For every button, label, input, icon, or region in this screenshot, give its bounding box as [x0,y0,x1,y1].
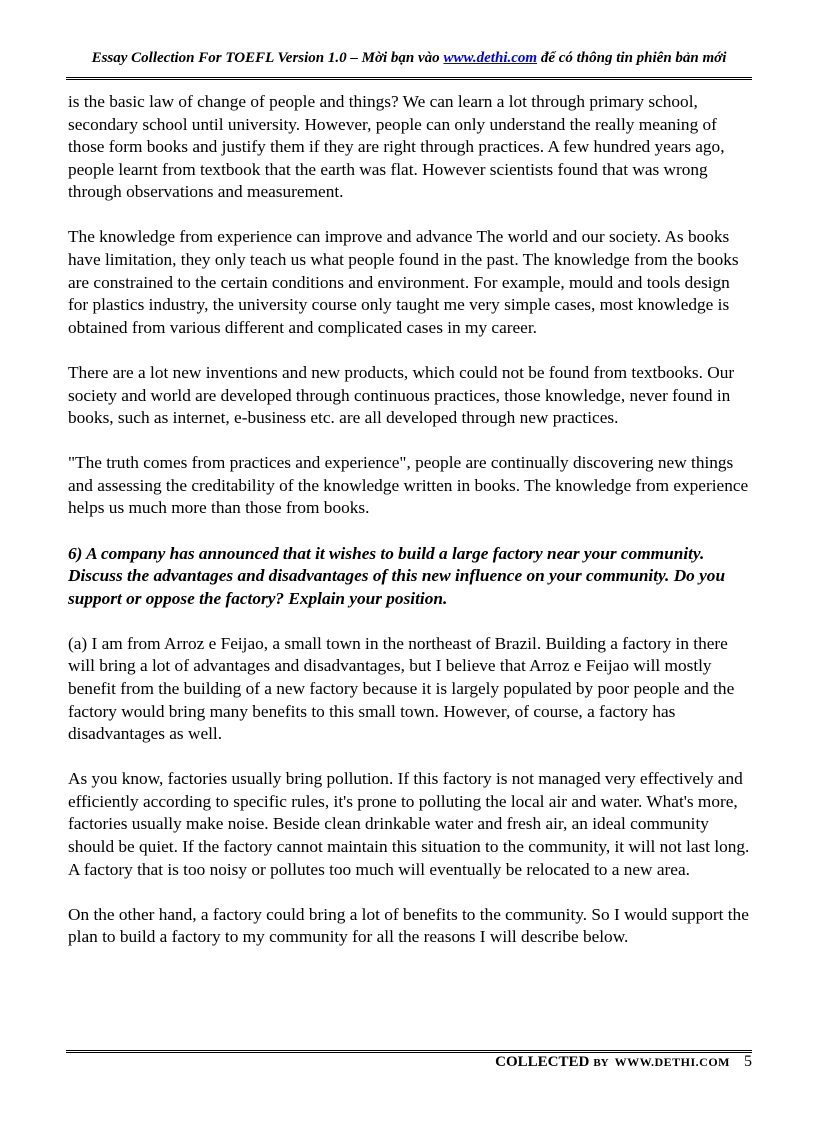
answer-paragraph: As you know, factories usually bring pollution. If this factory is not managed very effectively and efficiently according to specific rules, it's prone to polluting the local air and water. What's more, factories usually make noise. Beside clean drinkable water and fresh air, an ideal community should be quiet. If the factory cannot maintain this situation to the community, it will not last long. A factory that is too noisy or pollutes too much will eventually be relocated to a new area. [68,769,750,879]
header-suffix: để có thông tin phiên bản mới [537,50,727,66]
page-body [68,91,752,949]
page-header [66,50,752,67]
body-paragraph: "The truth comes from practices and experience", people are continually discovering new things and assessing the creditability of the knowledge written in books. The knowledge from experience helps us much more than those from books. [68,453,749,518]
page-footer [495,1053,752,1071]
answer-paragraph: On the other hand, a factory could bring a lot of benefits to the community. So I would support the plan to build a factory to my community for all the reasons I will describe below. [68,904,749,947]
footer-site: WWW.DETHI.COM [614,1055,730,1069]
header-title: Essay Collection For TOEFL Version 1.0 – Mời bạn vào [91,50,444,66]
body-paragraph: There are a lot new inventions and new products, which could not be found from textbooks. Our society and world are developed through continuous practices, those knowledge, never found in books, such as internet, e-business etc. are all developed through new practices. [68,362,735,428]
page-number: 5 [744,1053,752,1070]
header-divider [66,77,752,80]
footer-collected: COLLECTED [495,1054,590,1070]
footer-by: BY [593,1057,609,1069]
answer-paragraph: (a) I am from Arroz e Feijao, a small town in the northeast of Brazil. Building a factory in there will bring a lot of advantages and disadvantages, but I believe that Arroz e Feijao will mostly benefit from the building of a new factory because it is largely populated by poor people and the factory would bring many benefits to this small town. However, of course, a factory has disadvantages as well. [68,633,735,744]
essay-question-heading: 6) A company has announced that it wishes to build a large factory near your community. Discuss the advantages and disadvantages of this new influence on your community. Do you support or oppose the factory? Explain your position. [68,543,726,608]
header-link[interactable]: www.dethi.com [443,50,538,66]
body-paragraph: is the basic law of change of people and things? We can learn a lot through primary school, secondary school until university. However, people can only understand the really meaning of those form books and justify them if they are right through practices. A few hundred years ago, people learnt from textbook that the earth was flat. However scientists found that was wrong through observations and measurement. [68,92,725,202]
body-paragraph: The knowledge from experience can improve and advance The world and our society. As books have limitation, they only teach us what people found in the past. The knowledge from the books are constrained to the certain conditions and environment. For example, mould and tools design for plastics industry, the university course only taught me very simple cases, most knowledge is obtained from various different and complicated cases in my career. [68,227,739,337]
